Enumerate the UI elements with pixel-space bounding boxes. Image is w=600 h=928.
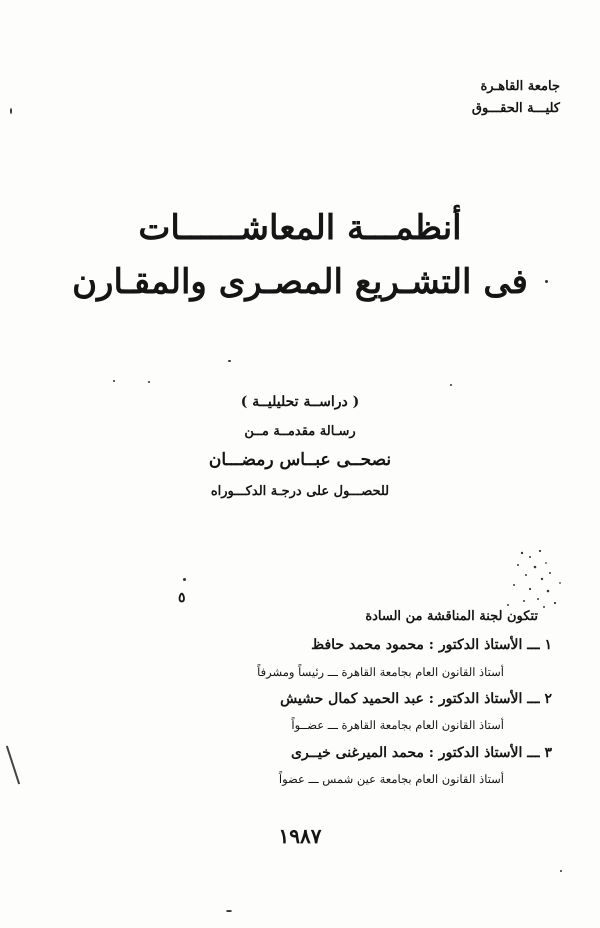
scan-speck [10,108,12,114]
thesis-title-line-2: فى التشـريع المصـرى والمقـارن [72,262,528,302]
committee-heading: تتكون لجنة المناقشة من السادة [365,609,538,624]
stamp-residue [500,545,570,615]
side-mark: ٥ [178,590,186,606]
scan-speck [560,870,562,872]
scan-speck [226,910,232,912]
institution-header [472,76,560,120]
member-description: أستاذ القانون العام بجامعة عين شمس ـــ عضواً [278,772,504,786]
degree-purpose: للحصـــول على درجـة الدكـــوراه [210,484,390,499]
member-number: ٣ ـــ [527,745,552,761]
member-name: الأستاذ الدكتور : محمد الميرغنى خيــرى [290,745,523,761]
scan-speck [183,578,186,581]
scan-speck [148,381,150,383]
scan-speck [450,384,452,386]
study-type: ( دراســة تحليليــة ) [240,394,360,410]
member-number: ١ ـــ [527,637,552,653]
committee-member-1 [311,637,552,653]
scan-speck [228,360,231,362]
publication-year: ١٩٨٧ [278,824,322,848]
scan-speck [113,380,115,382]
scan-speck [545,280,548,283]
member-description: أستاذ القانون العام بجامعة القاهرة ـــ عضــواً [291,718,504,732]
member-description: أستاذ القانون العام بجامعة القاهرة ـــ رئيساً ومشرفاً [257,665,504,679]
member-name: الأستاذ الدكتور : محمود محمد حافظ [311,637,523,653]
committee-member-3 [291,745,552,761]
committee-member-2 [280,691,552,707]
member-number: ٢ ـــ [527,691,552,707]
submitted-by-label: رسـالة مقدمــة مــن [244,424,356,439]
university-name: جامعة القاهـرة [480,79,560,94]
member-name: الأستاذ الدكتور : عبد الحميد كمال حشيش [280,691,523,707]
thesis-title-line-1: أنظمـــة المعاشــــــات [138,208,462,248]
scan-artifact [6,746,20,785]
faculty-name: كليـــة الحقـــوق [471,101,560,116]
author-name: نصحــى عبــاس رمضـــان [208,450,392,470]
